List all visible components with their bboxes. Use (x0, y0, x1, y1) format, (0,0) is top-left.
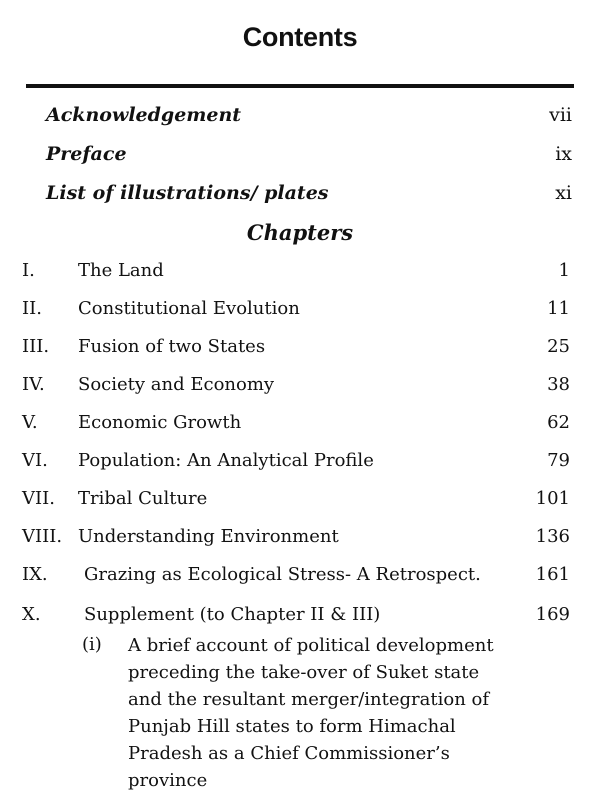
toc-entry-page: ix (555, 143, 572, 165)
toc-chapter-9 (22, 564, 570, 590)
toc-entry-label: Preface (46, 143, 127, 165)
chapter-title: Supplement (to Chapter II & III) (84, 604, 381, 625)
chapter-title: Grazing as Ecological Stress- A Retrospect. (84, 564, 481, 585)
chapter-page: 62 (547, 412, 570, 433)
toc-chapter-10 (22, 604, 570, 630)
toc-entry-label: Acknowledgement (46, 104, 242, 126)
chapter-title: Society and Economy (78, 374, 275, 395)
chapter-number: VI. (22, 450, 48, 471)
chapter-title: Fusion of two States (78, 336, 266, 357)
toc-chapter-2 (22, 298, 570, 324)
chapter-number: II. (22, 298, 42, 319)
chapter-title: Population: An Analytical Profile (78, 450, 374, 471)
chapter-title: Constitutional Evolution (78, 298, 300, 319)
title-divider (26, 84, 574, 88)
chapter-number: VII. (22, 488, 55, 509)
toc-entry-illustrations (46, 182, 572, 208)
toc-chapter-1 (22, 260, 570, 286)
chapter-number: III. (22, 336, 50, 357)
toc-entry-page: vii (549, 104, 572, 126)
toc-chapter-4 (22, 374, 570, 400)
chapter-page: 161 (535, 564, 570, 585)
chapter-number: I. (22, 260, 35, 281)
chapter-title: Economic Growth (78, 412, 242, 433)
chapter-number: IV. (22, 374, 45, 395)
toc-chapter-5 (22, 412, 570, 438)
toc-chapter-8 (22, 526, 570, 552)
chapter-title: Tribal Culture (78, 488, 208, 509)
supplement-item-marker: (i) (82, 634, 102, 655)
chapter-number: V. (22, 412, 38, 433)
chapter-number: IX. (22, 564, 48, 585)
chapter-title: Understanding Environment (78, 526, 339, 547)
chapter-page: 169 (535, 604, 570, 625)
toc-chapter-3 (22, 336, 570, 362)
chapter-number: X. (22, 604, 41, 625)
toc-chapter-7 (22, 488, 570, 514)
toc-entry-preface (46, 143, 572, 169)
toc-entry-acknowledgement (46, 104, 572, 130)
chapter-page: 1 (558, 260, 570, 281)
chapter-number: VIII. (22, 526, 63, 547)
chapter-page: 136 (535, 526, 570, 547)
toc-entry-label: List of illustrations/ plates (46, 182, 329, 204)
chapters-heading: Chapters (246, 220, 354, 245)
chapter-page: 101 (535, 488, 570, 509)
chapter-page: 25 (547, 336, 570, 357)
chapter-page: 38 (547, 374, 570, 395)
chapter-page: 11 (547, 298, 570, 319)
toc-entry-page: xi (555, 182, 572, 204)
supplement-item-text: A brief account of political development preceding the take-over of Suket state and the resultant merger/integration of Punjab Hill states to form Himachal Pradesh as a Chief Commissioner’s province (128, 635, 494, 791)
page-title: Contents (242, 22, 358, 52)
chapter-page: 79 (547, 450, 570, 471)
chapter-title: The Land (78, 260, 164, 281)
toc-chapter-6 (22, 450, 570, 476)
